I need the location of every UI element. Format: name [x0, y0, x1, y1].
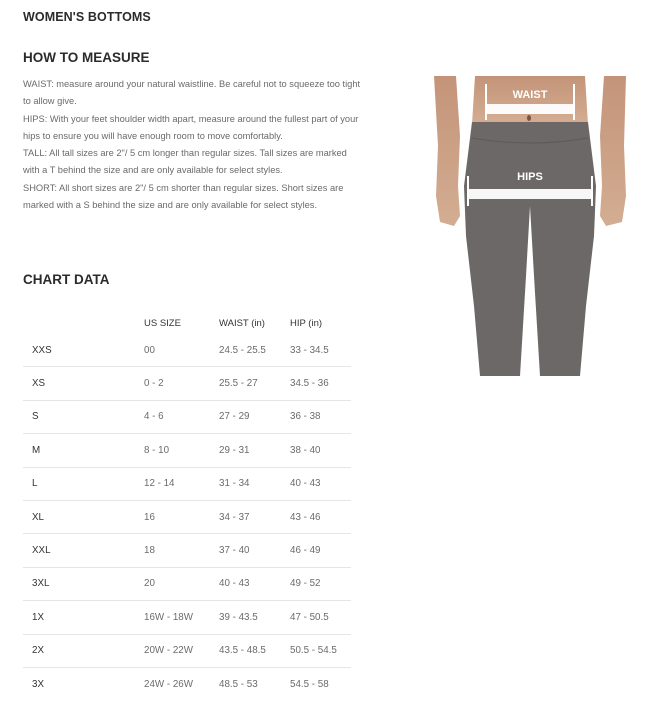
- header-us-size: US SIZE: [144, 317, 181, 329]
- waist-cell: 39 - 43.5: [219, 611, 258, 623]
- waist-instruction: WAIST: measure around your natural waistline. Be careful not to squeeze too tight to allow give.: [23, 79, 361, 107]
- how-to-measure-heading: HOW TO MEASURE: [23, 50, 150, 65]
- table-row: [23, 334, 351, 367]
- hip-cell: 54.5 - 58: [290, 679, 329, 691]
- hip-cell: 33 - 34.5: [290, 344, 329, 356]
- hip-cell: 47 - 50.5: [290, 611, 329, 623]
- us-size-cell: 4 - 6: [144, 411, 164, 423]
- leggings: [464, 122, 596, 376]
- us-size-cell: 20: [144, 578, 155, 590]
- waist-cell: 31 - 34: [219, 478, 250, 490]
- hip-cell: 49 - 52: [290, 578, 321, 590]
- tall-instruction: TALL: All tall sizes are 2"/ 5 cm longer than regular sizes. Tall sizes are marked with a T behind the size and are only available for select styles.: [23, 148, 347, 176]
- page-title: WOMEN'S BOTTOMS: [23, 10, 151, 24]
- table-row: [23, 534, 351, 567]
- waist-cell: 37 - 40: [219, 545, 250, 557]
- waist-cell: 24.5 - 25.5: [219, 344, 266, 356]
- short-instruction: SHORT: All short sizes are 2"/ 5 cm shorter than regular sizes. Short sizes are marked with a S behind the size and are only available for select styles.: [23, 182, 344, 211]
- hips-label: HIPS: [517, 171, 543, 183]
- leggings-model-illustration: [430, 76, 630, 376]
- right-arm: [600, 76, 626, 226]
- waist-cell: 40 - 43: [219, 578, 250, 590]
- hip-cell: 38 - 40: [290, 444, 321, 456]
- us-size-cell: 00: [144, 344, 155, 356]
- hips-instruction: HIPS: With your feet shoulder width apart, measure around the fullest part of your hips to ensure you will have enough room to move comfortably.: [23, 113, 359, 141]
- size-cell: XS: [32, 378, 46, 390]
- table-row: [23, 568, 351, 601]
- header-waist: WAIST (in): [219, 317, 265, 329]
- table-row: [23, 367, 351, 400]
- hips-bar: [468, 189, 592, 199]
- table-row: [23, 468, 351, 501]
- size-table: [23, 312, 351, 701]
- hip-cell: 46 - 49: [290, 545, 321, 557]
- us-size-cell: 8 - 10: [144, 444, 170, 456]
- us-size-cell: 16: [144, 511, 155, 523]
- waist-label: WAIST: [512, 89, 548, 101]
- header-hip: HIP (in): [290, 317, 323, 329]
- size-cell: L: [32, 478, 38, 490]
- size-cell: M: [32, 444, 41, 456]
- waist-cell: 25.5 - 27: [219, 378, 258, 390]
- waist-cell: 43.5 - 48.5: [219, 645, 266, 657]
- size-cell: 2X: [32, 645, 44, 657]
- table-header: [23, 312, 351, 334]
- table-row: [23, 401, 351, 434]
- hip-cell: 43 - 46: [290, 511, 321, 523]
- chart-data-heading: CHART DATA: [23, 272, 110, 287]
- waist-cell: 27 - 29: [219, 411, 250, 423]
- waist-cell: 34 - 37: [219, 511, 250, 523]
- table-body: [23, 334, 351, 701]
- us-size-cell: 24W - 26W: [144, 679, 193, 691]
- table-row: [23, 501, 351, 534]
- hip-cell: 40 - 43: [290, 478, 321, 490]
- waist-bar: [486, 104, 574, 114]
- hip-cell: 34.5 - 36: [290, 378, 329, 390]
- table-row: [23, 668, 351, 701]
- measure-instructions: [23, 76, 363, 214]
- size-cell: 3XL: [32, 578, 50, 590]
- us-size-cell: 18: [144, 545, 155, 557]
- left-arm: [434, 76, 460, 226]
- size-cell: XL: [32, 511, 44, 523]
- size-cell: XXL: [32, 545, 51, 557]
- us-size-cell: 16W - 18W: [144, 611, 193, 623]
- table-row: [23, 635, 351, 668]
- measurement-figure: [430, 76, 630, 376]
- waist-cell: 48.5 - 53: [219, 679, 258, 691]
- table-row: [23, 434, 351, 467]
- waist-cell: 29 - 31: [219, 444, 250, 456]
- size-cell: 3X: [32, 679, 44, 691]
- size-cell: XXS: [32, 344, 52, 356]
- size-cell: S: [32, 411, 39, 423]
- size-cell: 1X: [32, 611, 44, 623]
- us-size-cell: 20W - 22W: [144, 645, 193, 657]
- us-size-cell: 12 - 14: [144, 478, 175, 490]
- hip-cell: 50.5 - 54.5: [290, 645, 337, 657]
- table-row: [23, 601, 351, 634]
- hip-cell: 36 - 38: [290, 411, 321, 423]
- us-size-cell: 0 - 2: [144, 378, 164, 390]
